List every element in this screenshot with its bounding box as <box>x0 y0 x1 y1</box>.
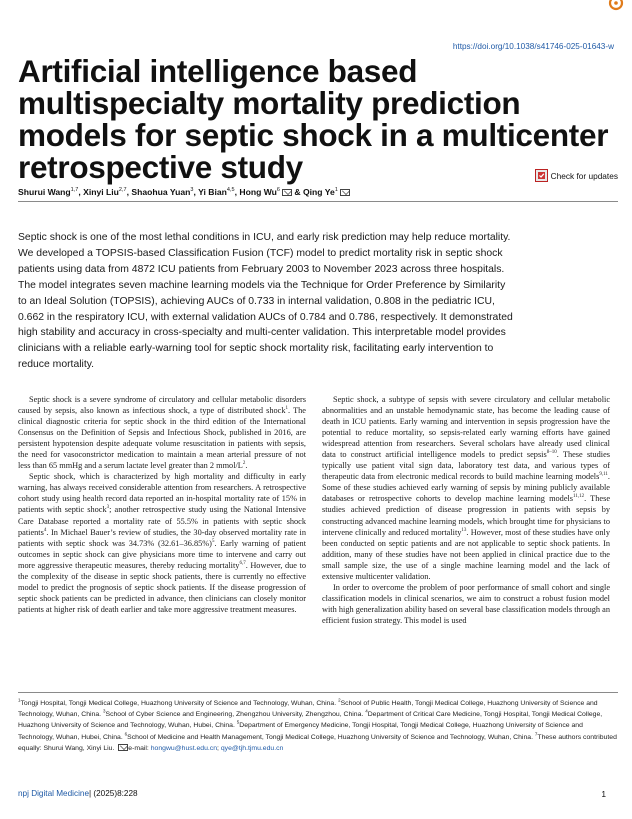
body-paragraph: Septic shock is a severe syndrome of circulatory and cellular metabolic disorders caused by sepsis, also known as infectious shock, a type of distributed shock$^1$. The clinical diagnostic criteria for septic shock in the third edition of the International Consensus on the Definition of Sepsis and Infectious Shock, published in 2016, are persistent hypotension despite adequate volume resuscitation in patients with sepsis, the need for vasoconstrictor medication to maintain a mean arterial pressure of not less than 65 mmHg and a serum lactate level greater than 2 mmol/$L^2$. <box>18 395 306 471</box>
body-column-left <box>18 394 306 615</box>
citation-ref[interactable]: 3 <box>106 505 110 511</box>
body-paragraph: In order to overcome the problem of poor performance of small cohort and single classification models in clinical scenarios, we aim to construct a robust fusion model with high generalization ability based on several base classification models through an efficient fusion strategy. This model is used <box>322 582 610 625</box>
author-name[interactable]: Qing Ye <box>302 187 335 197</box>
author-affiliation-ref: 1,7 <box>70 187 79 194</box>
author-name[interactable]: Hong Wu <box>239 187 277 197</box>
open-access-icon <box>604 0 626 14</box>
email-link[interactable]: qye@tjh.tjmu.edu.cn <box>220 744 284 752</box>
check-for-updates-icon <box>535 169 548 182</box>
doi-link[interactable]: https://doi.org/10.1038/s41746-025-01643-w <box>452 42 614 51</box>
author-name[interactable]: Xinyi Liu <box>83 187 119 197</box>
page-number: 1 <box>601 789 606 799</box>
footer-citation <box>18 789 138 798</box>
author-affiliation-ref: 1 <box>334 187 338 194</box>
citation-ref[interactable]: 8–10 <box>546 450 557 456</box>
author-affiliation-ref: 2,7 <box>118 187 127 194</box>
citation-ref[interactable]: 1 <box>285 406 288 412</box>
email-envelope-icon <box>118 744 128 751</box>
body-paragraph: Septic shock, which is characterized by high mortality and difficulty in early warning, has always received considerable attention from researchers. A retrospective cohort study using health record data reported an in-hospital mortality rate of 15% in patients with septic shock$^3$; another retrospective study using the National Intensive Care Database reported a mortality rate of 55.5% in patients with septic shock patients$^4$. In Michael Bauer’s review of studies, the 30-day observed mortality rate in patients with septic shock was 34.73% $(32.61-36.85\%)^5$. Early warning of patient outcomes in septic shock can give physicians more time to intervene and carry out more aggressive therapeutic measures, thereby reducing mortality$^{6,7}$. However, due to the complexity of the disease in septic shock patients, there is currently no effective model to predict the prognosis of septic shock patients. If the disease progression of septic shock patients can be predicted in advance, then clinicians can closely monitor patients at higher risk of death earlier and take more aggressive treatment measures. <box>18 472 306 614</box>
author-name[interactable]: Yi Bian <box>198 187 227 197</box>
author-name[interactable]: Shurui Wang <box>18 187 71 197</box>
abstract: Septic shock is one of the most lethal conditions in ICU, and early risk prediction may help reduce mortality. We developed a TOPSIS-based Classification Fusion (TCF) model to predict mortality risk in septic shock patients using data from 4872 ICU patients from February 2003 to November 2023 across three hospitals. The model integrates seven machine learning models via the Technique for Order Preference by Similarity to an Ideal Solution (TOPSIS), achieving AUCs of 0.733 in internal validation, 0.808 in the pediatric ICU, 0.662 in the respiratory ICU, with external validation AUCs of 0.784 and 0.786, respectively. It demonstrated high stability and accuracy in cross-specialty and multi-center validation. This interpretable model provides clinicians with a reliable early-warning tool for septic shock mortality risk, facilitating early intervention to reduce mortality. <box>18 232 513 371</box>
author-affiliation-ref: 4,5 <box>226 187 235 194</box>
citation-ref[interactable]: 11,12 <box>573 494 585 500</box>
author-affiliation-ref: 6 <box>276 187 280 194</box>
citation-ref[interactable]: 13 <box>461 527 467 533</box>
email-link[interactable]: hongwu@hust.edu.cn <box>150 744 218 752</box>
author-affiliation-ref: 3 <box>190 187 194 194</box>
affiliation-divider <box>18 692 618 693</box>
citation-ref[interactable]: 5 <box>211 538 215 544</box>
citation-ref[interactable]: 6,7 <box>239 560 246 566</box>
author-name[interactable]: Shaohua Yuan <box>131 187 191 197</box>
check-for-updates-button[interactable] <box>535 169 618 182</box>
affiliations: $^1$Tongji Hospital, Tongji Medical College, Huazhong University of Science and Technology, Wuhan, China. $^2$School of Public Health, Tongji Medical College, Huazhong University of Science and Technology, Wuhan, China. $^3$School of Cyber Science and Engineering, Zhengzhou University, Zhengzhou, China. $^4$Department of Critical Care Medicine, Tongji Hospital, Tongji Medical College, Huazhong University of Science and Technology, Wuhan, Hubei, China. $^5$Department of Emergency Medicine, Tongji Hospital, Tongji Medical College, Huazhong University of Science and Technology, Wuhan, Hubei, China. $^6$School of Medicine and Health Management, Tongji Medical College, Huazhong University of Science and Technology, Wuhan, China. $^7$These authors contributed equally: Shurui Wang, Xinyi Liu. e-mail: hongwu@hust.edu.cn; qye@tjh.tjmu.edu.cn <box>18 697 617 752</box>
citation-ref[interactable]: 2 <box>242 461 246 467</box>
journal-name[interactable]: npj Digital Medicine <box>18 789 89 798</box>
email-envelope-icon[interactable] <box>340 189 350 196</box>
body-column-right <box>322 394 610 626</box>
citation-ref[interactable]: 9,11 <box>599 472 608 478</box>
citation-info: | (2025)8:228 <box>89 789 138 798</box>
article-title: Artificial intelligence based multispecialty mortality prediction models for septic shock in a multicenter retrospective study <box>18 53 609 185</box>
body-paragraph: Septic shock, a subtype of sepsis with severe circulatory and cellular metabolic abnormalities and an unstable hemodynamic state, has become the leading cause of death in ICU patients. Early warning and intervention in sepsis progression have the potential to reduce mortality, so sepsis-related early warning efforts have gained widespread attention from researchers. Several scholars have already used clinical data to construct artificial intelligence models to predict sepsis$^{8-10}$. These studies typically use patient vital sign data, laboratory test data, and various types of therapeutic data from electronic medical records to build machine learning models$^{9,11}$. Some of these studies achieved early warning of sepsis by mining publicly available databases or retrospective cohorts to develop machine learning models$^{11,12}$. These studies achieved prediction of disease progression in patients with sepsis by constructing advanced machine learning models, which brought time for physicians to intervene clinically and reduced mortality$^{13}$. However, most of these studies have only been conducted on septic patients and are not applicable to septic shock patients. In addition, many of these studies have not been applied in clinical practice due to the small sample size, the use of a single machine learning model and the lack of extensive multicenter validation. <box>322 395 611 581</box>
author-list: Shurui Wang$^{1,7}$, Xinyi Liu$^{2,7}$, Shaohua Yuan$^3$, Yi Bian$^{4,5}$, Hong Wu$^6$ & Qing Ye$^1$ <box>18 187 350 197</box>
check-for-updates-label: Check for updates <box>550 170 618 181</box>
citation-ref[interactable]: 4 <box>43 527 47 533</box>
header-divider <box>18 201 618 202</box>
email-envelope-icon[interactable] <box>282 189 292 196</box>
